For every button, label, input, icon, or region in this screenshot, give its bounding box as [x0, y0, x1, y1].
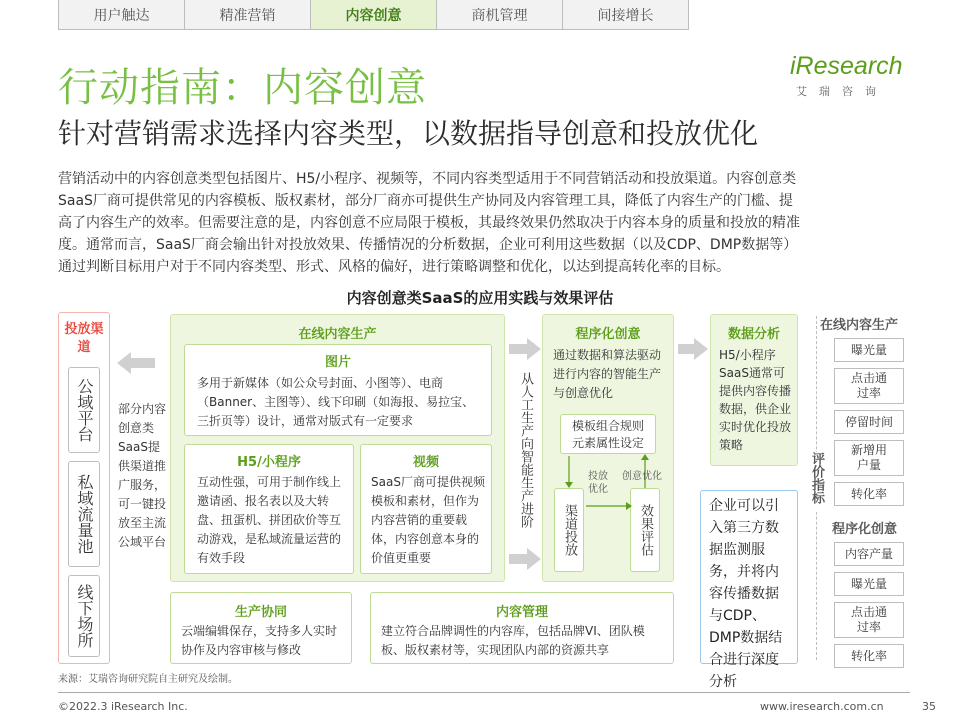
template-rule-card: 模板组合规则元素属性设定 [560, 414, 656, 454]
data-analysis-text: H5/小程序SaaS通常可提供内容传播数据，供企业实时优化投放策略 [719, 348, 792, 452]
iresearch-logo [790, 52, 910, 112]
channels-title: 投放渠道 [64, 322, 104, 355]
online-metrics-title: 在线内容生产 [820, 318, 899, 333]
website-url: www.iresearch.com.cn [760, 700, 884, 713]
video-card [360, 444, 492, 574]
diagram-title: 内容创意类SaaS的应用实践与效果评估 [346, 289, 614, 307]
channels-panel [58, 312, 110, 664]
metric-impressions-prog: 曝光量 [834, 572, 904, 596]
copyright: ©2022.3 iResearch Inc. [58, 700, 188, 713]
metric-conversion-prog: 转化率 [834, 644, 904, 668]
logo-cn: 艾瑞咨询 [796, 85, 888, 98]
content-mgmt-panel [370, 592, 674, 664]
label-delivery-opt: 投放优化 [588, 471, 608, 495]
programmatic-text: 通过数据和算法驱动进行内容的智能生产与创意优化 [553, 348, 662, 400]
metric-impressions: 曝光量 [834, 338, 904, 362]
page-title: 行动指南：内容创意 [58, 65, 427, 111]
page-subtitle: 针对营销需求选择内容类型，以数据指导创意和投放优化 [58, 117, 759, 150]
channel-private: 私域流量池 [68, 461, 100, 567]
source-note: 来源：艾瑞咨询研究院自主研究及绘制。 [58, 674, 238, 685]
section-tabs [58, 0, 688, 30]
intro-line: 高了内容生产的效率。但需要注意的是，内容创意不应局限于模板，其最终效果仍然取决于内容本身的质量和投放的精准 [58, 215, 800, 231]
eval-label: 评价指标 [806, 452, 826, 512]
image-card-text: 多用于新媒体（如公众号封面、小图等）、电商（Banner、主图等）、线下印刷（如海报、易拉宝、三折页等）设计，通常对版式有一定要求 [197, 376, 475, 428]
content-mgmt-title: 内容管理 [495, 605, 548, 620]
page-number: 35 [922, 700, 936, 713]
label-creative-opt: 创意优化 [622, 471, 662, 482]
prog-metrics-title: 程序化创意 [832, 522, 898, 537]
content-mgmt-text: 建立符合品牌调性的内容库，包括品牌VI、团队模板、版权素材等，实现团队内部的资源共享 [381, 624, 645, 657]
arrow-to-data-analysis [678, 338, 708, 360]
image-card-title: 图片 [324, 355, 351, 370]
intro-line: 通过判断目标用户对于不同内容类型、形式、风格的偏好，进行策略调整和优化，以达到提高转化率的目标。 [58, 259, 730, 275]
metric-conversion: 转化率 [834, 482, 904, 506]
data-analysis-title: 数据分析 [727, 327, 780, 342]
evaluation-card: 效果评估 [630, 488, 660, 572]
programmatic-title: 程序化创意 [575, 327, 641, 342]
footer-divider [58, 692, 910, 693]
third-party-note: 企业可以引入第三方数据监测服务，并将内容传播数据与CDP、DMP数据结合进行深度分析 [700, 490, 798, 664]
intro-line: 度。通常而言，SaaS厂商会输出针对投放效果、传播情况的分析数据，企业可利用这些数据（以及CDP、DMP数据等） [58, 237, 798, 253]
image-card [184, 344, 492, 436]
channel-offline: 线下场所 [68, 575, 100, 657]
delivery-card: 渠道投放 [554, 488, 584, 572]
h5-card-text: 互动性强，可用于制作线上邀请函、报名表以及大转盘、扭蛋机、拼团砍价等互动游戏，是私域流量运营的有效手段 [197, 475, 342, 565]
channel-public: 公域平台 [68, 367, 100, 453]
intro-paragraph [58, 168, 910, 278]
metric-ctr: 点击通过率 [834, 368, 904, 404]
tab-indirect-growth[interactable]: 间接增长 [562, 0, 689, 30]
collab-panel [170, 592, 352, 664]
video-card-title: 视频 [412, 455, 439, 470]
intro-line: 营销活动中的内容创意类型包括图片、H5/小程序、视频等，不同内容类型适用于不同营销活动和投放渠道。内容创意类 [58, 171, 797, 187]
h5-card-title: H5/小程序 [237, 455, 301, 470]
logo-brand: iResearch [790, 52, 903, 80]
arrow-to-channels [117, 352, 157, 374]
tab-user-reach[interactable]: 用户触达 [58, 0, 185, 30]
tab-precision-marketing[interactable]: 精准营销 [184, 0, 311, 30]
data-analysis-panel [710, 314, 798, 466]
intro-line: SaaS厂商可提供常见的内容模板、版权素材，部分厂商亦可提供生产协同及内容管理工具，降低了内容生产的门槛、提 [58, 193, 793, 209]
transition-text: 从人工生产向智能生产进阶 [518, 372, 533, 528]
metric-dwell-time: 停留时间 [834, 410, 904, 434]
tab-content-creative[interactable]: 内容创意 [310, 0, 437, 30]
collab-text: 云端编辑保存，支持多人实时协作及内容审核与修改 [181, 624, 338, 657]
channel-description: 部分内容创意类SaaS提供渠道推广服务，可一键投放至主流公域平台 [118, 402, 167, 549]
metric-new-users: 新增用户量 [834, 440, 904, 476]
arrow-to-programmatic-top [509, 338, 541, 360]
h5-card [184, 444, 354, 574]
arrow-to-programmatic-bottom [509, 548, 541, 570]
metric-content-output: 内容产量 [834, 542, 904, 566]
tab-lead-management[interactable]: 商机管理 [436, 0, 563, 30]
video-card-text: SaaS厂商可提供视频模板和素材，但作为内容营销的重要载体，内容创意本身的价值更重要 [371, 475, 485, 565]
collab-title: 生产协同 [234, 605, 287, 620]
online-production-title: 在线内容生产 [298, 327, 377, 342]
metric-ctr-prog: 点击通过率 [834, 602, 904, 638]
